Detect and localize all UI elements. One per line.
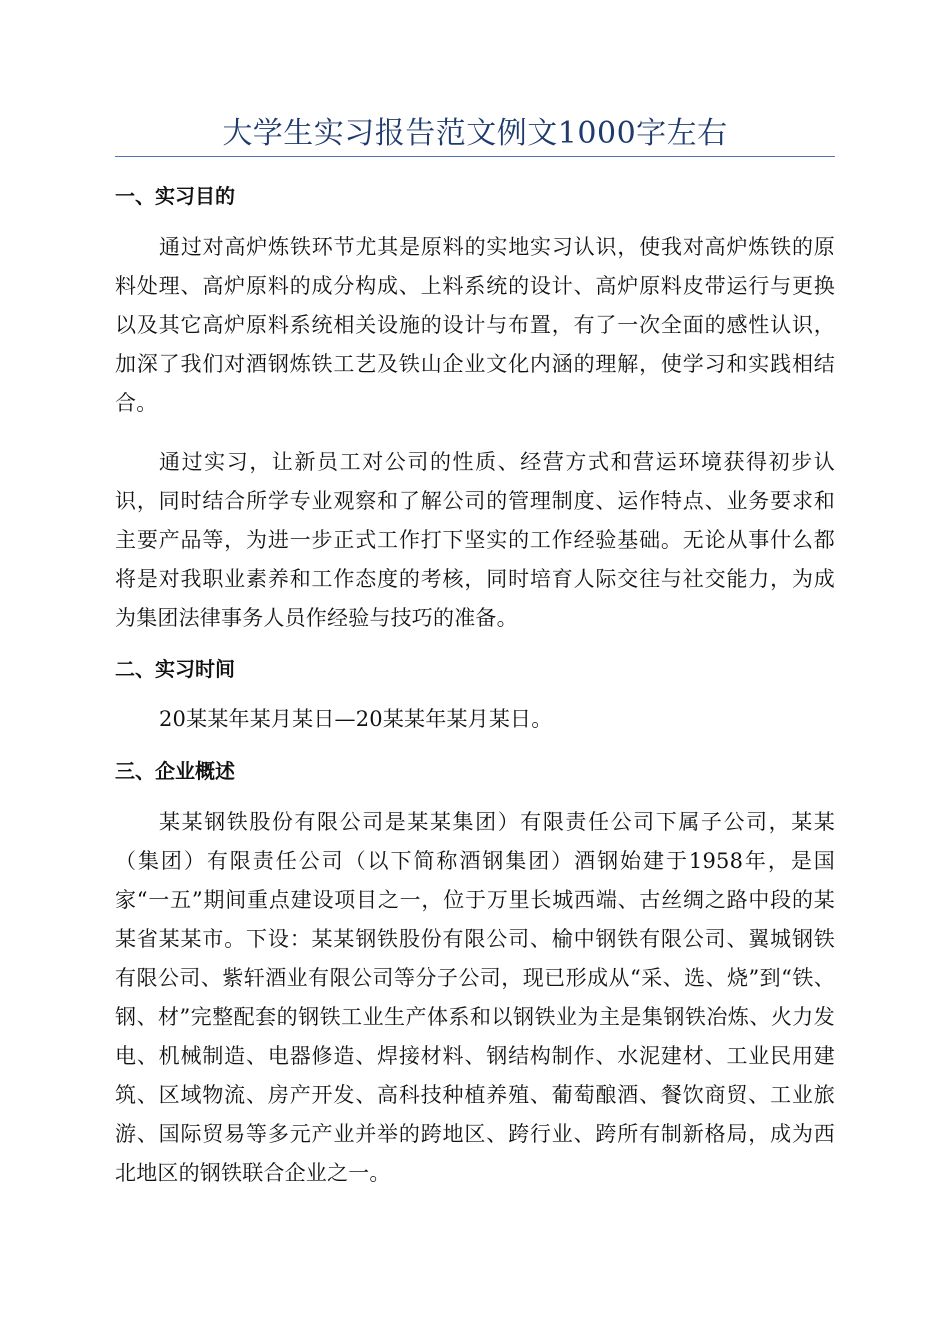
title-underline	[115, 156, 835, 157]
section-heading-overview: 三、企业概述	[115, 759, 235, 783]
document-title: 大学生实习报告范文例文1000字左右	[222, 116, 728, 151]
paragraph-time: 20某某年某月某日—20某某年某月某日。	[159, 707, 553, 731]
document-page	[115, 0, 835, 1193]
paragraph-purpose-1: 通过对高炉炼铁环节尤其是原料的实地实习认识，使我对高炉炼铁的原料处理、高炉原料的成分构成、上料系统的设计、高炉原料皮带运行与更换以及其它高炉原料系统相关设施的设计与布置，有了一次全面的感性认识，加深了我们对酒钢炼铁工艺及铁山企业文化内涵的理解，使学习和实践相结合。	[115, 235, 835, 415]
paragraph-overview: 某某钢铁股份有限公司是某某集团）有限责任公司下属子公司，某某（集团）有限责任公司（以下简称酒钢集团）酒钢始建于1958年，是国家“一五”期间重点建设项目之一，位于万里长城西端、古丝绸之路中段的某某省某某市。下设：某某钢铁股份有限公司、榆中钢铁有限公司、翼城钢铁有限公司、紫轩酒业有限公司等分子公司，现已形成从“采、选、烧”到“铁、钢、材”完整配套的钢铁工业生产体系和以钢铁业为主是集钢铁冶炼、火力发电、机械制造、电器修造、焊接材料、钢结构制作、水泥建材、工业民用建筑、区域物流、房产开发、高科技种植养殖、葡萄酿酒、餐饮商贸、工业旅游、国际贸易等多元产业并举的跨地区、跨行业、跨所有制新格局，成为西北地区的钢铁联合企业之一。	[115, 810, 835, 1185]
paragraph-purpose-2: 通过实习，让新员工对公司的性质、经营方式和营运环境获得初步认识，同时结合所学专业观察和了解公司的管理制度、运作特点、业务要求和主要产品等，为进一步正式工作打下坚实的工作经验基础。无论从事什么都将是对我职业素养和工作态度的考核，同时培育人际交往与社交能力，为成为集团法律事务人员作经验与技巧的准备。	[115, 450, 835, 630]
section-heading-purpose: 一、实习目的	[115, 184, 235, 208]
section-heading-time: 二、实习时间	[115, 657, 235, 681]
